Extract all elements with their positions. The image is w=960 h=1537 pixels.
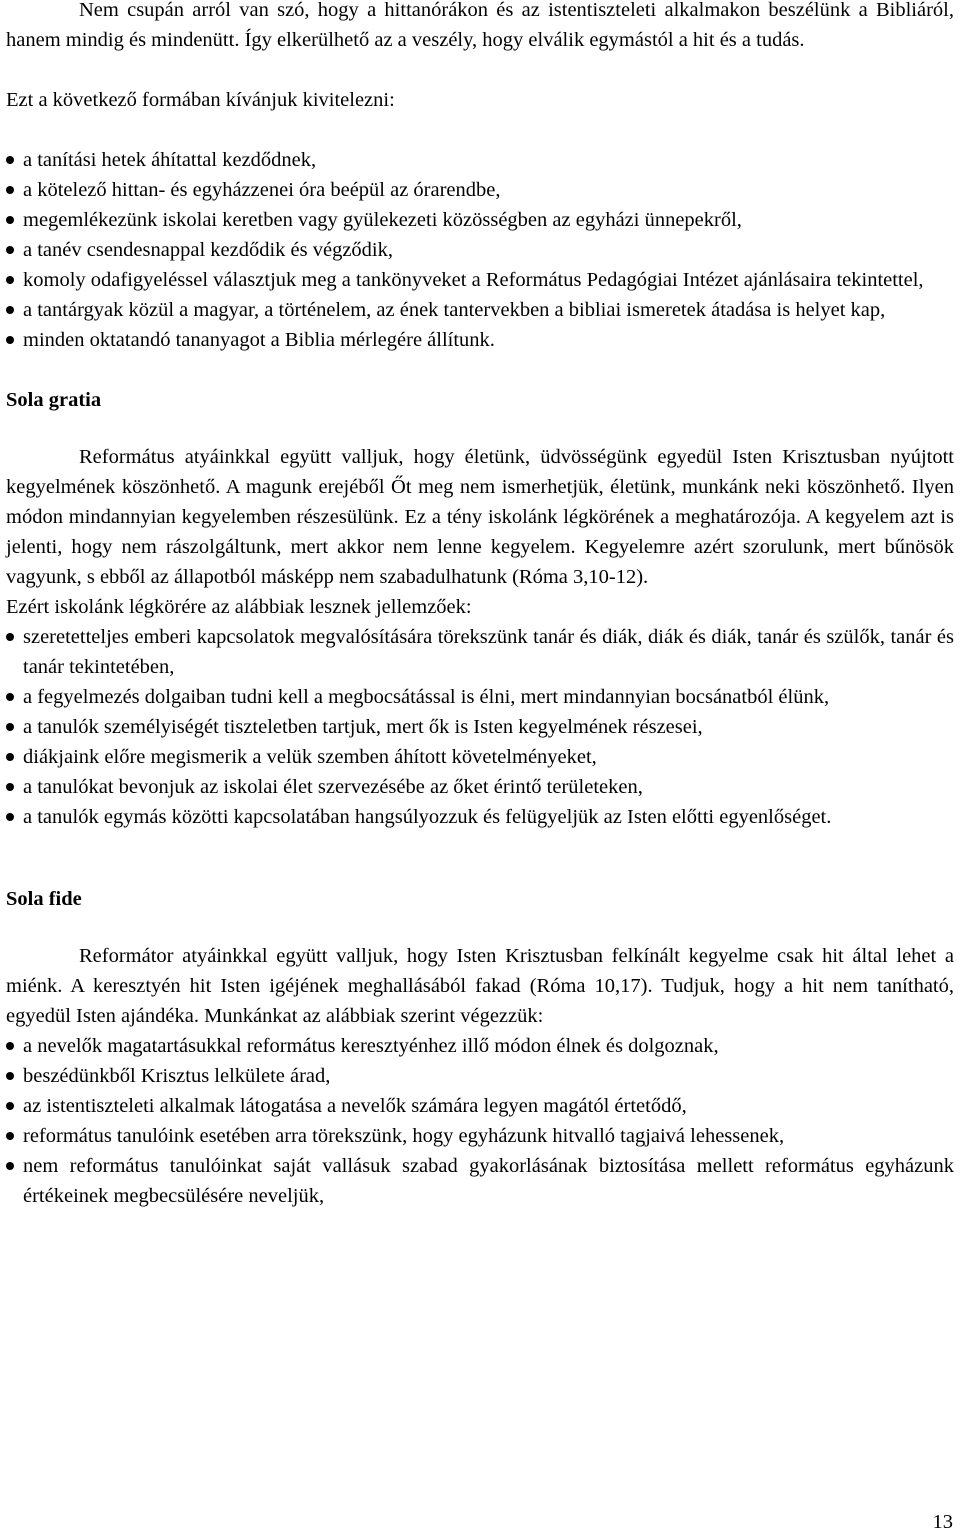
list-item: minden oktatandó tananyagot a Biblia mérlegére állítunk.: [6, 325, 954, 355]
intro-paragraph: Nem csupán arról van szó, hogy a hittanórákon és az istentiszteleti alkalmakon beszélünk a Bibliáról, hanem mindig és mindenütt. Így elkerülhető az a veszély, hogy elválik egymástól a hit és a tudás.: [6, 0, 954, 51]
list-item: a tanév csendesnappal kezdődik és végződik,: [6, 235, 954, 265]
bullet-icon: [6, 1132, 14, 1140]
list-item: a tanulók egymás közötti kapcsolatában hangsúlyozzuk és felügyeljük az Isten előtti egyenlőséget.: [6, 802, 954, 832]
bullet-icon: [6, 633, 14, 641]
list-item: a fegyelmezés dolgaiban tudni kell a megbocsátással is élni, mert mindannyian bocsánatból élünk,: [6, 682, 954, 712]
list-item: a nevelők magatartásukkal református keresztyénhez illő módon élnek és dolgoznak,: [6, 1031, 954, 1061]
sola-gratia-paragraph: Református atyáinkkal együtt valljuk, hogy életünk, üdvösségünk egyedül Isten Krisztusban nyújtott kegyelmének köszönhető. A magunk erejéből Őt meg nem ismerhetjük, életünk, munkánk neki köszönhető. Ilyen módon mindannyian kegyelemben részesülünk. Ez a tény iskolánk légkörének a meghatározója. A kegyelem azt is jelenti, hogy nem rászolgáltunk, mert akkor nem lenne kegyelem. Kegyelemre azért szorulunk, mert bűnösök vagyunk, s ebből az állapotból másképp nem szabadulhatunk (Róma 3,10-12).: [6, 446, 954, 588]
bullet-icon: [6, 693, 14, 701]
list-item: a kötelező hittan- és egyházzenei óra beépül az órarendbe,: [6, 175, 954, 205]
bullet-icon: [6, 1072, 14, 1080]
list-item: a tantárgyak közül a magyar, a történelem, az ének tantervekben a bibliai ismeretek átadása is helyet kap,: [6, 295, 954, 325]
sola-gratia-list: [6, 622, 954, 832]
bullet-icon: [6, 186, 14, 194]
list-item: a tanulókat bevonjuk az iskolai élet szervezésébe az őket érintő területeken,: [6, 772, 954, 802]
bullet-icon: [6, 306, 14, 314]
list-item: nem református tanulóinkat saját vallásuk szabad gyakorlásának biztosítása mellett református egyházunk értékeinek megbecsülésére neveljük,: [6, 1151, 954, 1211]
list-item: református tanulóink esetében arra törekszünk, hogy egyházunk hitvalló tagjaivá lehessenek,: [6, 1121, 954, 1151]
page-number: 13: [932, 1511, 953, 1533]
list-item: szeretetteljes emberi kapcsolatok megvalósítására törekszünk tanár és diák, diák és diák, tanár és szülők, tanár és tanár tekintetében,: [6, 622, 954, 682]
sola-fide-paragraph: Reformátor atyáinkkal együtt valljuk, hogy Isten Krisztusban felkínált kegyelme csak hit által lehet a miénk. A keresztyén hit Isten igéjének meghallásából fakad (Róma 10,17). Tudjuk, hogy a hit nem tanítható, egyedül Isten ajándéka. Munkánkat az alábbiak szerint végezzük:: [6, 945, 954, 1027]
bullet-icon: [6, 1042, 14, 1050]
bullet-icon: [6, 156, 14, 164]
intro-lead: Ezt a következő formában kívánjuk kivitelezni:: [6, 89, 395, 111]
list-item: diákjaink előre megismerik a velük szemben áhított követelményeket,: [6, 742, 954, 772]
document-page: [6, 0, 954, 1211]
list-item: a tanítási hetek áhítattal kezdődnek,: [6, 145, 954, 175]
bullet-icon: [6, 216, 14, 224]
bullet-icon: [6, 753, 14, 761]
bullet-icon: [6, 246, 14, 254]
list-item: megemlékezünk iskolai keretben vagy gyülekezeti közösségben az egyházi ünnepekről,: [6, 205, 954, 235]
list-item: beszédünkből Krisztus lelkülete árad,: [6, 1061, 954, 1091]
section-heading-sola-gratia: Sola gratia: [6, 389, 102, 411]
bullet-icon: [6, 813, 14, 821]
intro-list: [6, 145, 954, 355]
bullet-icon: [6, 1102, 14, 1110]
bullet-icon: [6, 783, 14, 791]
bullet-icon: [6, 1162, 14, 1170]
list-item: komoly odafigyeléssel választjuk meg a tankönyveket a Református Pedagógiai Intézet ajánlásaira tekintettel,: [6, 265, 954, 295]
list-item: a tanulók személyiségét tiszteletben tartjuk, mert ők is Isten kegyelmének részesei,: [6, 712, 954, 742]
sola-fide-list: [6, 1031, 954, 1211]
bullet-icon: [6, 276, 14, 284]
list-item: az istentiszteleti alkalmak látogatása a nevelők számára legyen magától értetődő,: [6, 1091, 954, 1121]
bullet-icon: [6, 723, 14, 731]
section-heading-sola-fide: Sola fide: [6, 888, 82, 910]
bullet-icon: [6, 336, 14, 344]
sola-gratia-lead: Ezért iskolánk légkörére az alábbiak lesznek jellemzőek:: [6, 596, 472, 618]
